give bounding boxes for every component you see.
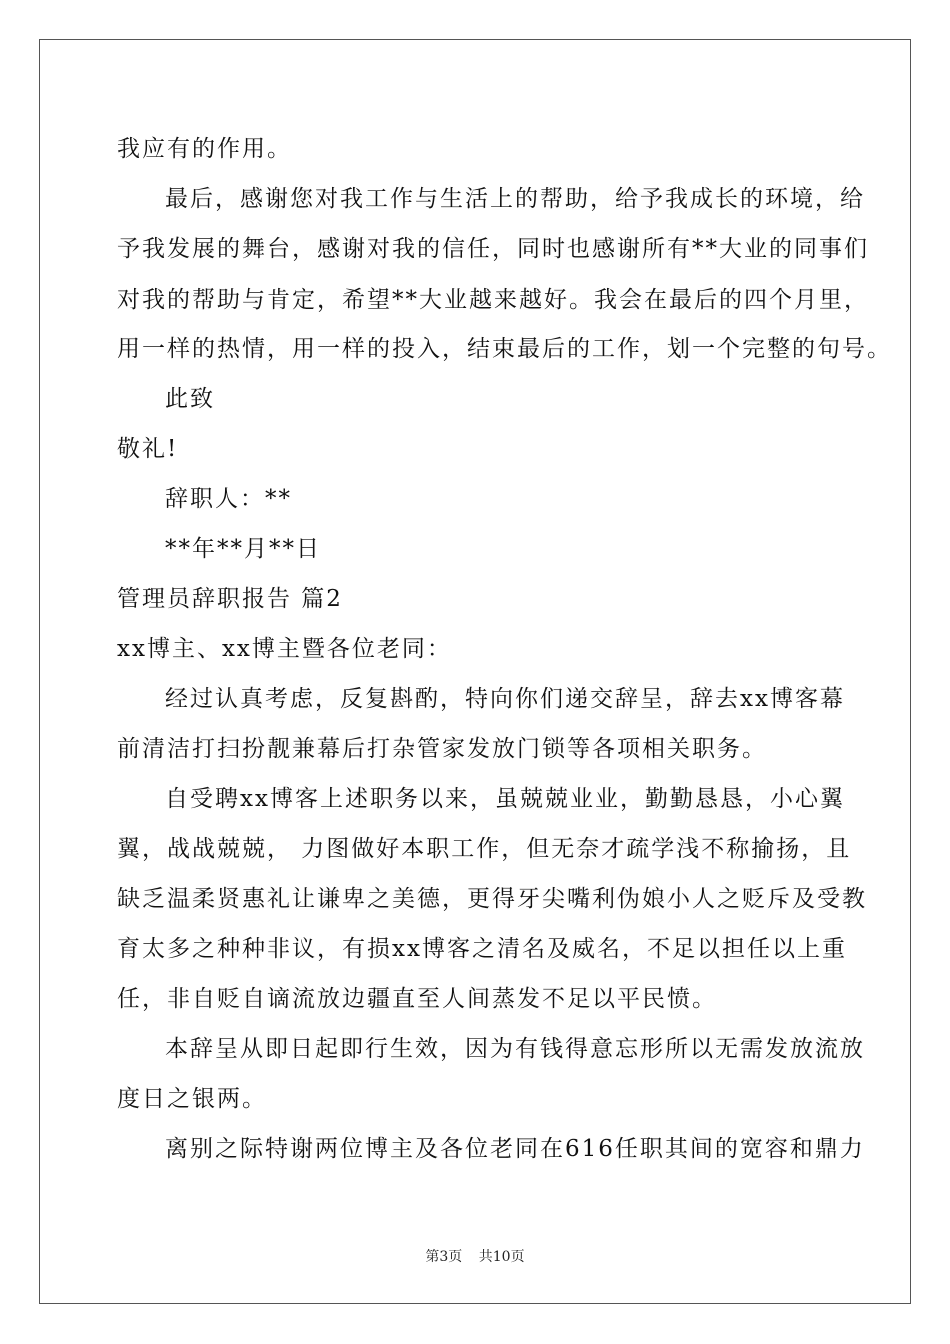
paragraph-line: 自受聘xx博客上述职务以来，虽兢兢业业，勤勤恳恳，小心翼: [165, 786, 845, 812]
date-line: **年**月**日: [165, 536, 321, 562]
signature-line: 辞职人：**: [165, 486, 292, 512]
paragraph-line: 育太多之种种非议，有损xx博客之清名及威名，不足以担任以上重: [117, 936, 847, 962]
paragraph-line: 前清洁打扫扮靓兼幕后打杂管家发放门锁等各项相关职务。: [117, 736, 767, 762]
paragraph-line: 任，非自贬自谪流放边疆直至人间蒸发不足以平民愤。: [117, 986, 717, 1012]
addressee-line: xx博主、xx博主暨各位老同：: [117, 636, 452, 662]
salutation: 敬礼!: [117, 436, 179, 462]
paragraph-line: 缺乏温柔贤惠礼让谦卑之美德，更得牙尖嘴利伪娘小人之贬斥及受教: [117, 886, 867, 912]
paragraph-line: 离别之际特谢两位博主及各位老同在616任职其间的宽容和鼎力: [165, 1136, 865, 1162]
salutation: 此致: [165, 386, 215, 412]
page-footer: [0, 1248, 950, 1266]
paragraph-line: 度日之银两。: [117, 1086, 267, 1112]
paragraph-line: 翼，战战兢兢， 力图做好本职工作，但无奈才疏学浅不称揄扬，且: [117, 836, 852, 862]
paragraph-line: 我应有的作用。: [117, 136, 292, 162]
paragraph-line: 本辞呈从即日起即行生效，因为有钱得意忘形所以无需发放流放: [165, 1036, 865, 1062]
page-border: [39, 39, 911, 1304]
paragraph-line: 用一样的热情，用一样的投入，结束最后的工作，划一个完整的句号。: [117, 336, 892, 362]
paragraph-line: 最后，感谢您对我工作与生活上的帮助，给予我成长的环境，给: [165, 186, 865, 212]
paragraph-line: 予我发展的舞台，感谢对我的信任，同时也感谢所有**大业的同事们: [117, 236, 869, 262]
paragraph-line: 经过认真考虑，反复斟酌，特向你们递交辞呈，辞去xx博客幕: [165, 686, 845, 712]
section-heading: 管理员辞职报告 篇2: [117, 586, 343, 612]
paragraph-line: 对我的帮助与肯定，希望**大业越来越好。我会在最后的四个月里，: [117, 287, 869, 313]
page-number: 第3页: [425, 1249, 463, 1265]
page-total: 共10页: [478, 1249, 525, 1265]
